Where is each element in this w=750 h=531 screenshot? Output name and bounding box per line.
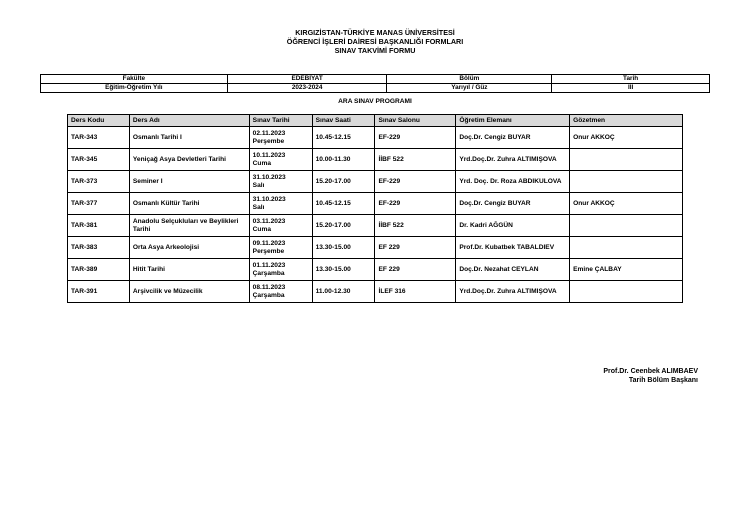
cell-room: İİBF 522 [375,149,456,171]
cell-name: Yeniçağ Asya Devletleri Tarihi [129,149,249,171]
info-label-semester: Yarıyıl / Güz [387,84,552,93]
cell-time: 13.30-15.00 [312,259,375,281]
cell-name: Anadolu Selçukluları ve Beylikleri Tarihi [129,215,249,237]
exam-day: Çarşamba [252,269,285,277]
info-label-academic-year: Eğitim-Öğretim Yılı [41,84,228,93]
exam-date: 03.11.2023 [252,217,286,225]
header-department: ÖĞRENCİ İŞLERİ DAİRESİ BAŞKANLIĞI FORMLARI [286,37,464,46]
exam-date: 31.10.2023 [252,195,286,203]
cell-proctor: Emine ÇALBAY [570,259,683,281]
cell-room: EF-229 [375,127,456,149]
signature-name: Prof.Dr. Ceenbek ALIMBAEV [603,368,698,375]
info-label-department: Bölüm [387,75,552,84]
cell-time: 10.00-11.30 [312,149,375,171]
header-university: KIRGIZİSTAN-TÜRKİYE MANAS ÜNİVERSİTESİ [295,28,455,37]
exam-day: Perşembe [252,137,285,145]
cell-date [249,171,312,193]
info-label-faculty: Fakülte [41,75,228,84]
cell-proctor [570,237,683,259]
cell-room: EF-229 [375,171,456,193]
info-value-academic-year: 2023-2024 [227,84,387,93]
col-header-date: Sınav Tarihi [249,115,312,127]
cell-proctor [570,215,683,237]
cell-name: Osmanlı Kültür Tarihi [129,193,249,215]
exam-day: Çarşamba [252,291,285,299]
table-row [68,215,683,237]
exam-date: 08.11.2023 [252,283,286,291]
cell-code: TAR-389 [68,259,130,281]
cell-time: 11.00-12.30 [312,281,375,303]
cell-proctor [570,149,683,171]
table-row [68,127,683,149]
info-row [41,75,710,84]
exam-day: Cuma [252,159,271,167]
cell-date [249,237,312,259]
section-title: ARA SINAV PROGRAMI [338,98,412,105]
cell-code: TAR-377 [68,193,130,215]
info-value-faculty: EDEBİYAT [227,75,387,84]
info-value-year-level: III [552,84,710,93]
cell-lecturer: Yrd.Doç.Dr. Zuhra ALTIMIŞOVA [456,149,570,171]
cell-time: 10.45-12.15 [312,193,375,215]
cell-date [249,281,312,303]
table-row [68,193,683,215]
exam-day: Cuma [252,225,271,233]
info-label-department-name: Tarih [552,75,710,84]
cell-date [249,259,312,281]
col-header-code: Ders Kodu [68,115,130,127]
cell-lecturer: Doç.Dr. Cengiz BUYAR [456,127,570,149]
cell-lecturer: Prof.Dr. Kubatbek TABALDIEV [456,237,570,259]
cell-proctor: Onur AKKOÇ [570,193,683,215]
exam-day: Salı [252,181,265,189]
cell-code: TAR-383 [68,237,130,259]
cell-room: EF 229 [375,259,456,281]
table-row [68,281,683,303]
cell-date [249,149,312,171]
exam-date: 31.10.2023 [252,173,286,181]
header-form-title: SINAV TAKVİMİ FORMU [334,46,416,55]
exam-day: Perşembe [252,247,285,255]
cell-proctor: Onur AKKOÇ [570,127,683,149]
cell-lecturer: Doç.Dr. Nezahat CEYLAN [456,259,570,281]
col-header-room: Sınav Salonu [375,115,456,127]
table-row [68,149,683,171]
cell-code: TAR-373 [68,171,130,193]
cell-time: 15.20-17.00 [312,171,375,193]
cell-name: Hitit Tarihi [129,259,249,281]
cell-room: İİBF 522 [375,215,456,237]
cell-name: Orta Asya Arkeolojisi [129,237,249,259]
cell-lecturer: Dr. Kadri AĞGÜN [456,215,570,237]
table-row [68,259,683,281]
col-header-lecturer: Öğretim Elemanı [456,115,570,127]
cell-date [249,193,312,215]
cell-name: Osmanlı Tarihi I [129,127,249,149]
col-header-name: Ders Adı [129,115,249,127]
cell-code: TAR-381 [68,215,130,237]
exam-date: 02.11.2023 [252,129,286,137]
col-header-proctor: Gözetmen [570,115,683,127]
exam-date: 01.11.2023 [252,261,286,269]
cell-time: 10.45-12.15 [312,127,375,149]
cell-date [249,215,312,237]
cell-proctor [570,171,683,193]
exam-date: 10.11.2023 [252,151,286,159]
cell-date [249,127,312,149]
table-header-row [68,115,683,127]
cell-name: Arşivcilik ve Müzecilik [129,281,249,303]
cell-code: TAR-391 [68,281,130,303]
cell-time: 15.20-17.00 [312,215,375,237]
table-row [68,171,683,193]
cell-code: TAR-343 [68,127,130,149]
cell-lecturer: Doç.Dr. Cengiz BUYAR [456,193,570,215]
cell-code: TAR-345 [68,149,130,171]
exam-day: Salı [252,203,265,211]
cell-room: EF-229 [375,193,456,215]
cell-room: İLEF 316 [375,281,456,303]
col-header-time: Sınav Saati [312,115,375,127]
exam-schedule-table [67,114,683,303]
cell-proctor [570,281,683,303]
signature-title: Tarih Bölüm Başkanı [628,377,698,384]
info-table [40,74,710,93]
exam-date: 09.11.2023 [252,239,286,247]
info-row [41,84,710,93]
cell-time: 13.30-15.00 [312,237,375,259]
cell-name: Seminer I [129,171,249,193]
table-body [68,127,683,303]
table-row [68,237,683,259]
cell-lecturer: Yrd. Doç. Dr. Roza ABDIKULOVA [456,171,570,193]
cell-lecturer: Yrd.Doç.Dr. Zuhra ALTIMIŞOVA [456,281,570,303]
cell-room: EF 229 [375,237,456,259]
